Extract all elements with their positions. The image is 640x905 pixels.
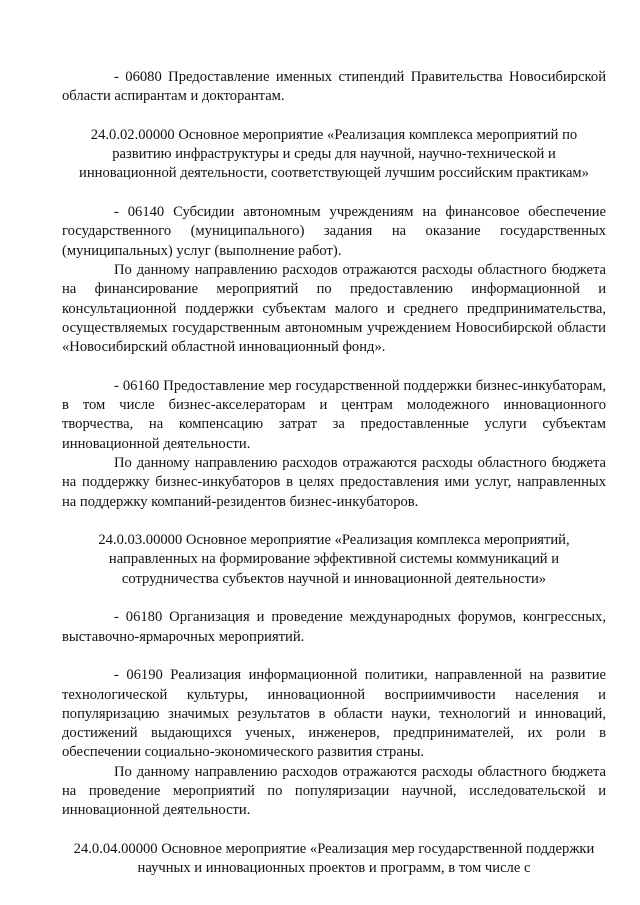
spacer [62, 821, 606, 840]
paragraph-06190-description: По данному направлению расходов отражаются расходы областного бюджета на проведение мероприятий по популяризации научной, исследовательской и инновационной деятельности. [62, 763, 606, 819]
paragraph-06180: - 06180 Организация и проведение международных форумов, конгрессных, выставочно-ярмарочных мероприятий. [62, 609, 606, 645]
spacer [62, 357, 606, 376]
paragraph-06080: - 06080 Предоставление именных стипендий Правительства Новосибирской области аспирантам и докторантам. [62, 69, 606, 105]
spacer [62, 647, 606, 666]
paragraph-06160-description: По данному направлению расходов отражаются расходы областного бюджета на поддержку бизнес-инкубаторов в целях предоставления ими услуг, направленных на поддержку компаний-резидентов бизнес-инкубаторов. [62, 454, 606, 510]
heading-24-0-02: 24.0.02.00000 Основное мероприятие «Реализация комплекса мероприятий по развитию инфраструктуры и среды для научной, научно-технической и инновационной деятельности, соответствующей лучшим российским практикам» [79, 126, 589, 182]
paragraph-06190: - 06190 Реализация информационной политики, направленной на развитие технологической культуры, инновационной восприимчивости населения и популяризацию значимых результатов в области науки, технологий и инноваций, достижений выдающихся ученых, инженеров, предпринимателей, их роли в обеспечении социально-экономического развития страны. [62, 667, 606, 761]
paragraph-06160: - 06160 Предоставление мер государственной поддержки бизнес-инкубаторам, в том числе бизнес-акселераторам и центрам молодежного инновационного творчества, на компенсацию затрат за предоставленные услуги субъектам инновационной деятельности. [62, 377, 606, 452]
spacer [62, 589, 606, 608]
paragraph-06140-description: По данному направлению расходов отражаются расходы областного бюджета на финансирование мероприятий по предоставлению информационной и консультационной поддержки субъектам малого и среднего предпринимательства, осуществляемых государственным автономным учреждением Новосибирской области «Новосибирский областной инновационный фонд». [62, 261, 606, 356]
spacer [62, 184, 606, 203]
heading-24-0-04: 24.0.04.00000 Основное мероприятие «Реализация мер государственной поддержки научных и инновационных проектов и программ, в том числе с [73, 840, 595, 877]
paragraph-06140: - 06140 Субсидии автономным учреждениям на финансовое обеспечение государственного (муниципального) задания на оказание государственных (муниципальных) услуг (выполнение работ). [62, 204, 606, 259]
heading-24-0-03: 24.0.03.00000 Основное мероприятие «Реализация комплекса мероприятий, направленных на формирование эффективной системы коммуникаций и сотрудничества субъектов научной и инновационной деятельности» [98, 532, 570, 587]
spacer [62, 512, 606, 531]
spacer [62, 107, 606, 126]
